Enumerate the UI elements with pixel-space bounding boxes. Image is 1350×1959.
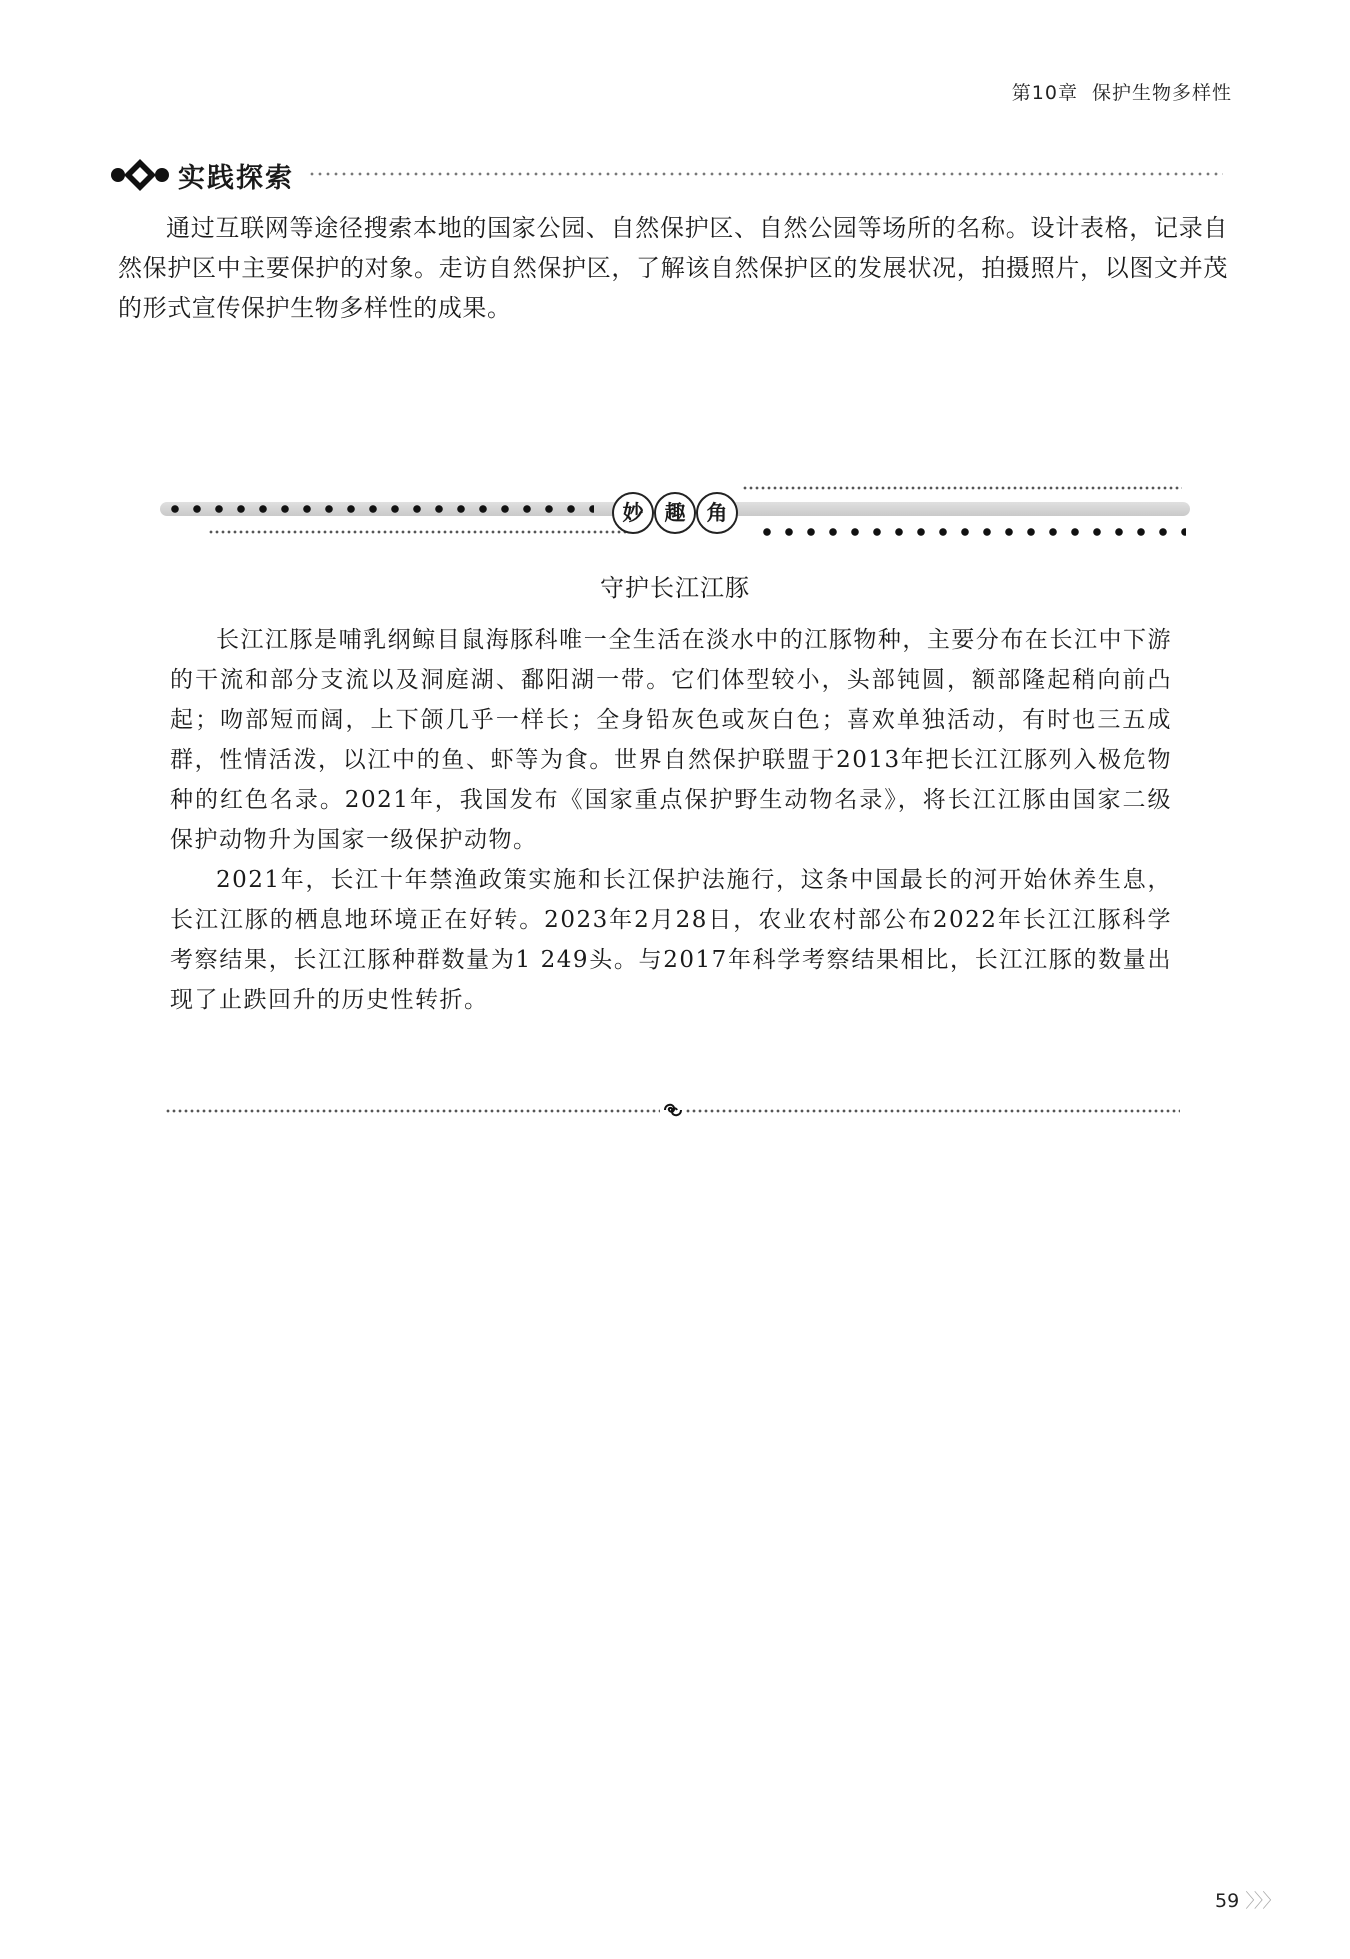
- dotted-rule: [308, 172, 1223, 176]
- story-paragraph: 2021年，长江十年禁渔政策实施和长江保护法施行，这条中国最长的河开始休养生息，长江江豚的栖息地环境正在好转。2023年2月28日，农业农村部公布2022年长江江豚科学考察结果，长江江豚种群数量为1 249头。与2017年科学考察结果相比，长江江豚的数量出现了止跌回升的历史性转折。: [170, 867, 1172, 1013]
- end-ornament-rule: [165, 1098, 1180, 1122]
- dotted-rule: [208, 530, 628, 534]
- dotted-rule: [165, 1109, 660, 1113]
- chevrons-icon: 〉〉〉: [1245, 1890, 1281, 1912]
- dotted-rule: [742, 486, 1182, 490]
- bead-row-right: [756, 524, 1186, 540]
- story-paragraph: 长江江豚是哺乳纲鲸目鼠海豚科唯一全生活在淡水中的江豚物种，主要分布在长江中下游的干流和部分支流以及洞庭湖、鄱阳湖一带。它们体型较小，头部钝圆，额部隆起稍向前凸起；吻部短而阔，上下颌几乎一样长；全身铅灰色或灰白色；喜欢单独活动，有时也三五成群，性情活泼，以江中的鱼、虾等为食。世界自然保护联盟于2013年把长江江豚列入极危物种的红色名录。2021年，我国发布《国家重点保护野生动物名录》，将长江江豚由国家二级保护动物升为国家一级保护动物。: [170, 627, 1172, 853]
- story-body: [170, 620, 1172, 1020]
- badge-char: 趣: [654, 492, 696, 534]
- badge-char: 角: [696, 492, 738, 534]
- chapter-label: 第10章: [1011, 82, 1078, 104]
- practice-title: 实践探索: [178, 163, 294, 194]
- chapter-title: 保护生物多样性: [1091, 82, 1232, 104]
- page-number: [1215, 1886, 1280, 1913]
- running-header: [1012, 78, 1232, 105]
- diamond-bullet-icon: [110, 158, 170, 192]
- badge-char: 妙: [612, 492, 654, 534]
- banner-bar-right: [730, 502, 1190, 516]
- dotted-rule: [685, 1109, 1180, 1113]
- practice-section-heading: [108, 150, 1223, 200]
- fun-corner-banner: [160, 480, 1190, 542]
- story-title: 守护长江江豚: [600, 574, 750, 602]
- fun-corner-badge: [612, 488, 738, 534]
- practice-text: 通过互联网等途径搜索本地的国家公园、自然保护区、自然公园等场所的名称。设计表格，记录自然保护区中主要保护的对象。走访自然保护区，了解该自然保护区的发展状况，拍摄照片，以图文并茂的形式宣传保护生物多样性的成果。: [118, 214, 1228, 322]
- page-number-text: 59: [1215, 1890, 1240, 1912]
- swirl-ornament-icon: [661, 1098, 685, 1122]
- bead-row-left: [164, 501, 594, 517]
